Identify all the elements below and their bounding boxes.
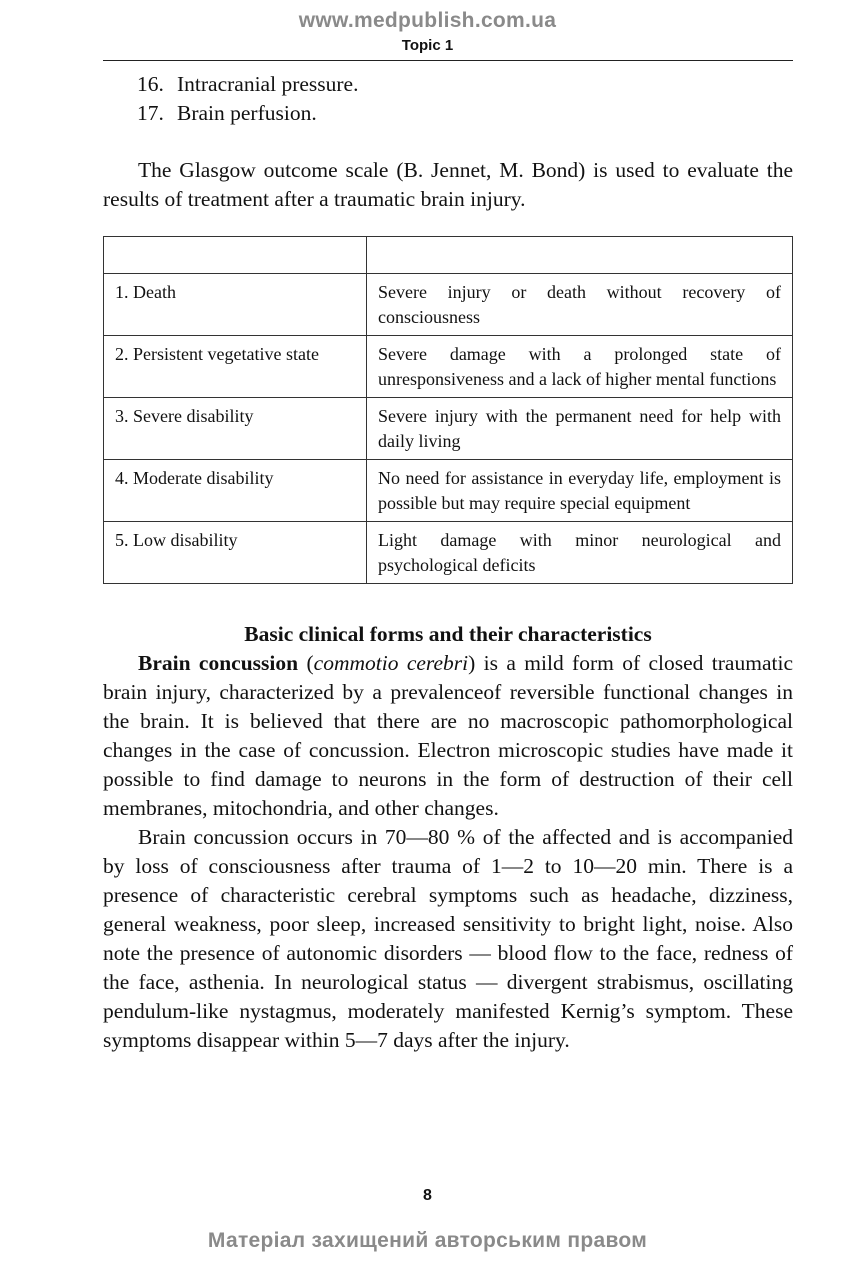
header-url: www.medpublish.com.ua [298, 9, 557, 32]
concussion-paragraph [103, 649, 793, 823]
outcome-cell: 4. Moderate disability [104, 460, 367, 522]
paren-open: ( [298, 651, 314, 675]
numbered-list [137, 70, 793, 128]
intro-paragraph: The Glasgow outcome scale (B. Jennet, M. Bond) is used to evaluate the results of treatment after a traumatic brain injury. [103, 158, 793, 211]
table-row [104, 522, 793, 584]
copyright-watermark: Матеріал захищений авторським правом [207, 1229, 648, 1252]
term-bold: Brain concussion [138, 651, 299, 675]
description-cell: No need for assistance in everyday life, employment is possible but may require special equipment [367, 460, 793, 522]
header-rule [103, 60, 793, 61]
outcome-cell: 2. Persistent vegetative state [104, 336, 367, 398]
table-header-cell [367, 237, 793, 274]
table-row [104, 274, 793, 336]
table-row [104, 460, 793, 522]
list-item-number: 16. [137, 72, 164, 96]
page-content [103, 70, 793, 1055]
list-item [137, 70, 793, 99]
glasgow-outcome-table [103, 236, 793, 584]
list-item-number: 17. [137, 101, 164, 125]
table-header-cell [104, 237, 367, 274]
section-title: Basic clinical forms and their characteristics [244, 622, 652, 646]
list-item-text: Brain perfusion. [177, 101, 317, 125]
outcome-cell: 1. Death [104, 274, 367, 336]
paragraph-text: ) is a mild form of closed traumatic brain injury, characterized by a prevalenceof reversible functional changes in the brain. It is believed that there are no macroscopic pathomorphological changes in the case of concussion. Electron microscopic studies have made it possible to find damage to neurons in the form of destruction of their cell membranes, mitochondria, and other changes. [103, 651, 793, 820]
description-cell: Severe injury with the permanent need for help with daily living [367, 398, 793, 460]
list-item [137, 99, 793, 128]
description-cell: Light damage with minor neurological and psychological deficits [367, 522, 793, 584]
header-topic: Topic 1 [401, 37, 454, 54]
table-row [104, 398, 793, 460]
table-row [104, 336, 793, 398]
description-cell: Severe injury or death without recovery of consciousness [367, 274, 793, 336]
outcome-cell: 5. Low disability [104, 522, 367, 584]
page-number: 8 [423, 1187, 432, 1204]
list-item-text: Intracranial pressure. [177, 72, 359, 96]
outcome-cell: 3. Severe disability [104, 398, 367, 460]
table-header-row [104, 237, 793, 274]
concussion-symptoms-paragraph: Brain concussion occurs in 70—80 % of the affected and is accompanied by loss of consciousness after trauma of 1—2 to 10—20 min. There is a presence of characteristic cerebral symptoms such as headache, dizziness, general weakness, poor sleep, increased sensitivity to bright light, noise. Also note the presence of autonomic disorders — blood flow to the face, redness of the face, asthenia. In neurological status — divergent strabismus, oscillating pendulum-like nystagmus, moderately manifested Kernig’s symptom. These symptoms disappear within 5—7 days after the injury. [103, 825, 793, 1052]
description-cell: Severe damage with a prolonged state of unresponsiveness and a lack of higher mental functions [367, 336, 793, 398]
latin-term: commotio cerebri [313, 651, 469, 675]
